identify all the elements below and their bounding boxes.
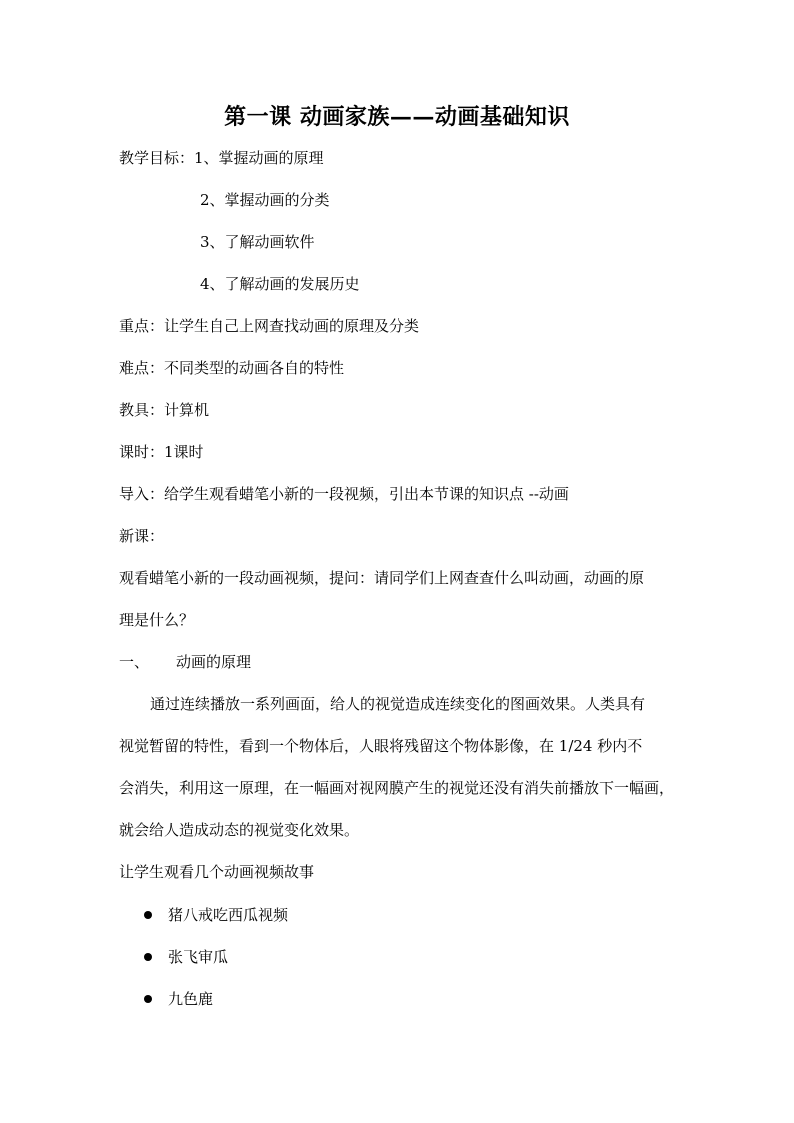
bullet-icon (144, 953, 152, 961)
objective-item-2: 2、掌握动画的分类 (200, 191, 330, 209)
video-item-3: 九色鹿 (168, 990, 214, 1008)
difficulty: 难点：不同类型的动画各自的特性 (119, 359, 345, 377)
objective-item-4: 4、了解动画的发展历史 (200, 275, 360, 293)
principle-line-4: 就会给人造成动态的视觉变化效果。 (119, 821, 360, 839)
list-item (144, 903, 288, 927)
objectives-label: 教学目标： (119, 149, 195, 167)
question-line-1: 观看蜡笔小新的一段动画视频，提问：请同学们上网查查什么叫动画，动画的原 (119, 569, 645, 587)
principle-line-2: 视觉暂留的特性，看到一个物体后，人眼将残留这个物体影像，在 1/24 秒内不 (119, 737, 643, 755)
objective-item-3: 3、了解动画软件 (200, 233, 315, 251)
video-intro: 让学生观看几个动画视频故事 (119, 863, 315, 881)
key-point: 重点：让学生自己上网查找动画的原理及分类 (119, 317, 420, 335)
section-number: 一、 (119, 653, 150, 671)
bullet-icon (144, 911, 152, 919)
bullet-icon (144, 995, 152, 1003)
principle-line-1: 通过连续播放一系列画面，给人的视觉造成连续变化的图画效果。人类具有 (150, 695, 646, 713)
introduction: 导入：给学生观看蜡笔小新的一段视频，引出本节课的知识点 --动画 (119, 485, 569, 503)
new-lesson-label: 新课： (119, 527, 165, 545)
objective-item-1: 1、掌握动画的原理 (194, 149, 324, 167)
section-heading (119, 650, 251, 674)
tools: 教具：计算机 (119, 401, 210, 419)
question-line-2: 理是什么？ (119, 611, 195, 629)
list-item (144, 987, 213, 1011)
duration: 课时：1课时 (119, 443, 204, 461)
principle-line-3: 会消失，利用这一原理，在一幅画对视网膜产生的视觉还没有消失前播放下一幅画， (119, 779, 675, 797)
list-item (144, 945, 228, 969)
objectives-row (119, 146, 324, 170)
page-title: 第一课 动画家族——动画基础知识 (224, 104, 570, 130)
section-title: 动画的原理 (176, 653, 252, 671)
video-item-2: 张飞审瓜 (168, 948, 229, 966)
video-item-1: 猪八戒吃西瓜视频 (168, 906, 289, 924)
